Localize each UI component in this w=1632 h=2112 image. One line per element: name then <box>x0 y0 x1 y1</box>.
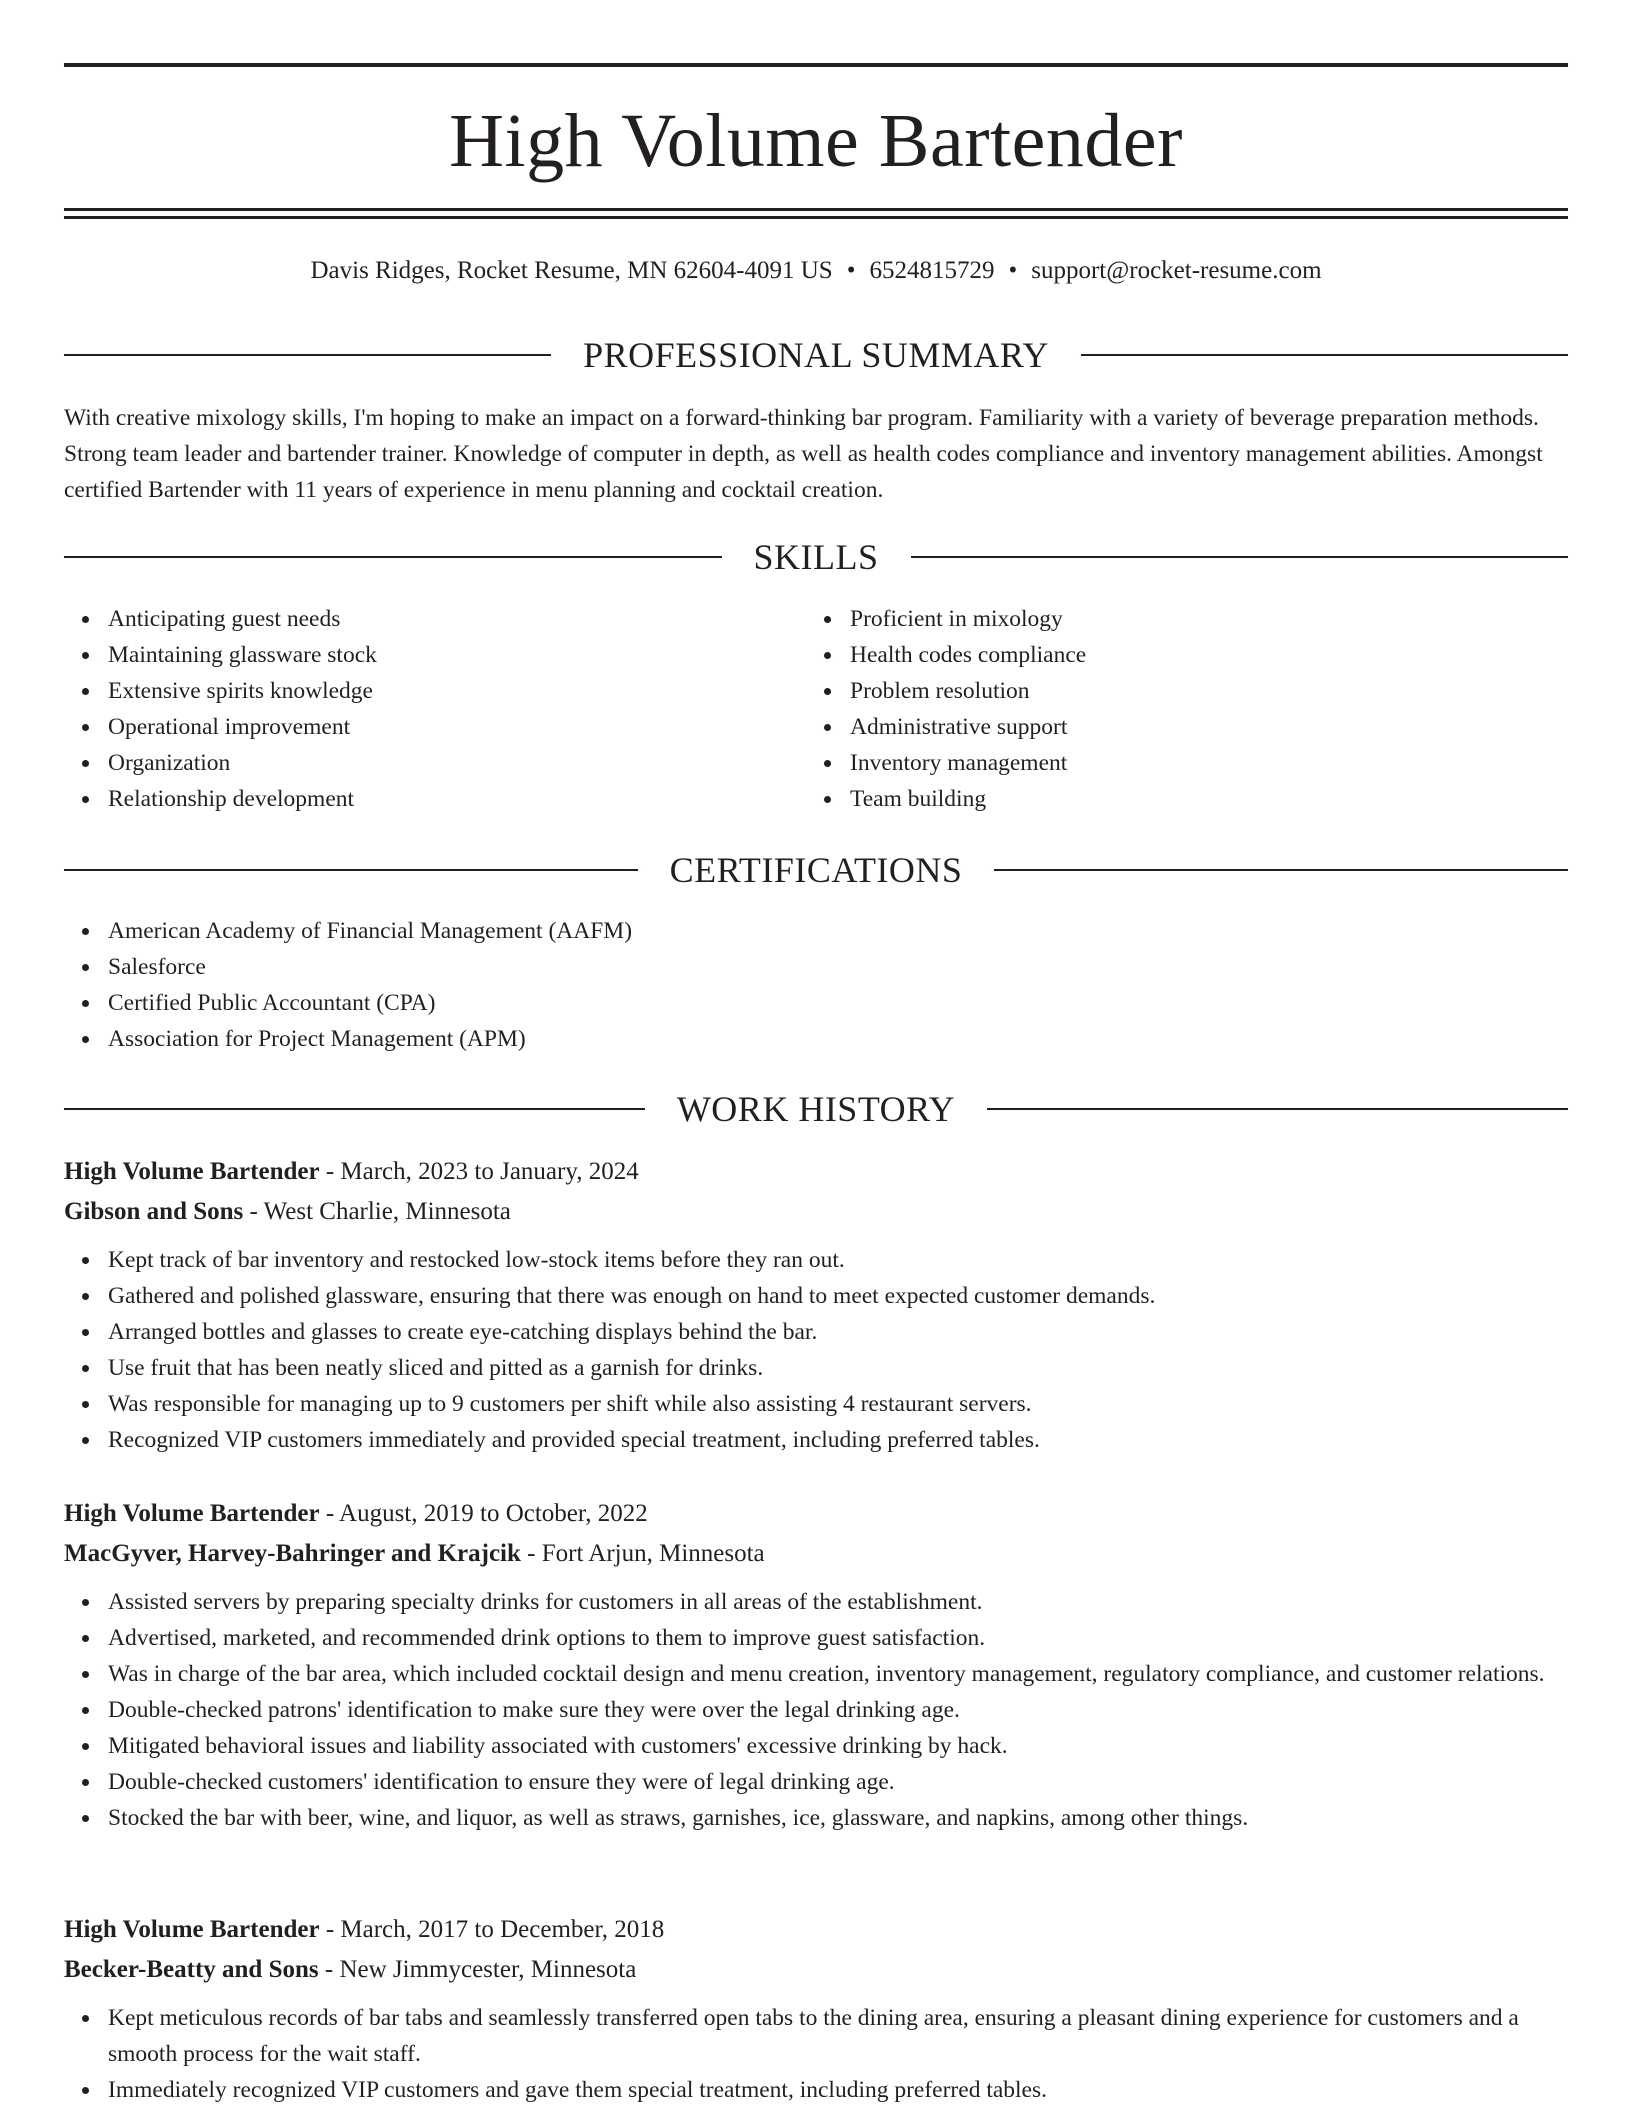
skill-item: Extensive spirits knowledge <box>108 673 848 709</box>
certifications-list <box>64 913 1612 1057</box>
job-dates: - August, 2019 to October, 2022 <box>319 1500 648 1527</box>
heading-rule-right <box>1081 354 1568 356</box>
job-bullet: Kept meticulous records of bar tabs and seamlessly transferred open tabs to the dining area, ensuring a pleasant dining experience for customers and a smooth process for the wait staff. <box>108 2000 1568 2072</box>
skill-item: Inventory management <box>850 745 1590 781</box>
job-bullets <box>64 1584 1568 1836</box>
certifications-heading-title: CERTIFICATIONS <box>669 850 963 890</box>
header-top-rule <box>64 63 1568 67</box>
job-entry <box>64 1910 1568 2108</box>
job-bullet: Was responsible for managing up to 9 customers per shift while also assisting 4 restaurant servers. <box>108 1386 1568 1422</box>
contact-separator: • <box>846 257 856 284</box>
job-company-line <box>64 1950 1568 1990</box>
skills-heading <box>64 535 1568 579</box>
resume-name: High Volume Bartender <box>449 99 1183 183</box>
summary-heading <box>64 333 1568 377</box>
skill-item: Operational improvement <box>108 709 848 745</box>
job-dates: - March, 2017 to December, 2018 <box>319 1916 665 1943</box>
job-location: - Fort Arjun, Minnesota <box>520 1540 765 1567</box>
job-company: Gibson and Sons <box>64 1198 244 1225</box>
job-entry <box>64 1152 1568 1458</box>
contact-email: support@rocket-resume.com <box>1031 257 1322 284</box>
job-bullet: Advertised, marketed, and recommended drink options to them to improve guest satisfaction. <box>108 1620 1568 1656</box>
skill-item: Administrative support <box>850 709 1590 745</box>
skill-item: Organization <box>108 745 848 781</box>
header-double-rule-upper <box>64 208 1568 211</box>
job-location: - New Jimmycester, Minnesota <box>318 1956 637 1983</box>
header-double-rule-lower <box>64 216 1568 219</box>
heading-rule-left <box>64 1108 645 1110</box>
job-company: MacGyver, Harvey-Bahringer and Krajcik <box>64 1540 521 1567</box>
certification-item: Certified Public Accountant (CPA) <box>108 985 1612 1021</box>
skills-heading-title: SKILLS <box>753 537 879 577</box>
job-bullet: Double-checked patrons' identification to make sure they were over the legal drinking age. <box>108 1692 1568 1728</box>
job-role: High Volume Bartender <box>64 1500 320 1527</box>
skill-item: Maintaining glassware stock <box>108 637 848 673</box>
job-company-line <box>64 1534 1568 1574</box>
contact-line <box>64 254 1568 288</box>
heading-rule-left <box>64 869 638 871</box>
job-company-line <box>64 1192 1568 1232</box>
contact-phone: 6524815729 <box>869 257 995 284</box>
job-title-line <box>64 1494 1568 1534</box>
job-bullet: Immediately recognized VIP customers and gave them special treatment, including preferred tables. <box>108 2072 1568 2108</box>
job-bullet: Recognized VIP customers immediately and provided special treatment, including preferred tables. <box>108 1422 1568 1458</box>
job-company: Becker-Beatty and Sons <box>64 1956 319 1983</box>
job-bullet: Double-checked customers' identification to ensure they were of legal drinking age. <box>108 1764 1568 1800</box>
skill-item: Anticipating guest needs <box>108 601 848 637</box>
skill-item: Relationship development <box>108 781 848 817</box>
job-role: High Volume Bartender <box>64 1158 320 1185</box>
job-title-line <box>64 1152 1568 1192</box>
skills-list-right <box>806 601 1590 817</box>
skill-item: Health codes compliance <box>850 637 1590 673</box>
heading-rule-right <box>987 1108 1568 1110</box>
job-bullets <box>64 2000 1568 2108</box>
job-bullet: Mitigated behavioral issues and liability associated with customers' excessive drinking by hack. <box>108 1728 1568 1764</box>
certification-item: Salesforce <box>108 949 1612 985</box>
job-role: High Volume Bartender <box>64 1916 320 1943</box>
job-bullet: Was in charge of the bar area, which included cocktail design and menu creation, inventory management, regulatory compliance, and customer relations. <box>108 1656 1568 1692</box>
job-title-line <box>64 1910 1568 1950</box>
work-history-heading <box>64 1087 1568 1131</box>
heading-rule-left <box>64 354 551 356</box>
skill-item: Team building <box>850 781 1590 817</box>
job-bullet: Gathered and polished glassware, ensuring that there was enough on hand to meet expected customer demands. <box>108 1278 1568 1314</box>
summary-heading-title: PROFESSIONAL SUMMARY <box>583 335 1049 375</box>
certifications-heading <box>64 848 1568 892</box>
skills-list-left <box>64 601 848 817</box>
job-bullet: Assisted servers by preparing specialty drinks for customers in all areas of the establishment. <box>108 1584 1568 1620</box>
skill-item: Problem resolution <box>850 673 1590 709</box>
job-bullet: Use fruit that has been neatly sliced and pitted as a garnish for drinks. <box>108 1350 1568 1386</box>
contact-separator: • <box>1008 257 1018 284</box>
job-bullets <box>64 1242 1568 1458</box>
summary-text: With creative mixology skills, I'm hoping to make an impact on a forward-thinking bar program. Familiarity with a variety of beverage preparation methods. Strong team leader and bartender trainer. Knowledge of computer in depth, as well as health codes compliance and inventory management abilities. Amongst certified Bartender with 11 years of experience in menu planning and cocktail creation. <box>64 405 1543 503</box>
certification-item: Association for Project Management (APM) <box>108 1021 1612 1057</box>
job-bullet: Kept track of bar inventory and restocked low-stock items before they ran out. <box>108 1242 1568 1278</box>
job-entry <box>64 1494 1568 1836</box>
job-bullet: Arranged bottles and glasses to create eye-catching displays behind the bar. <box>108 1314 1568 1350</box>
job-location: - West Charlie, Minnesota <box>243 1198 511 1225</box>
work-history-heading-title: WORK HISTORY <box>676 1089 956 1129</box>
heading-rule-right <box>911 556 1569 558</box>
certification-item: American Academy of Financial Management (AAFM) <box>108 913 1612 949</box>
job-bullet: Stocked the bar with beer, wine, and liquor, as well as straws, garnishes, ice, glassware, and napkins, among other things. <box>108 1800 1568 1836</box>
job-dates: - March, 2023 to January, 2024 <box>319 1158 639 1185</box>
heading-rule-left <box>64 556 722 558</box>
contact-address: Davis Ridges, Rocket Resume, MN 62604-4091 US <box>310 257 833 284</box>
skill-item: Proficient in mixology <box>850 601 1590 637</box>
heading-rule-right <box>994 869 1568 871</box>
